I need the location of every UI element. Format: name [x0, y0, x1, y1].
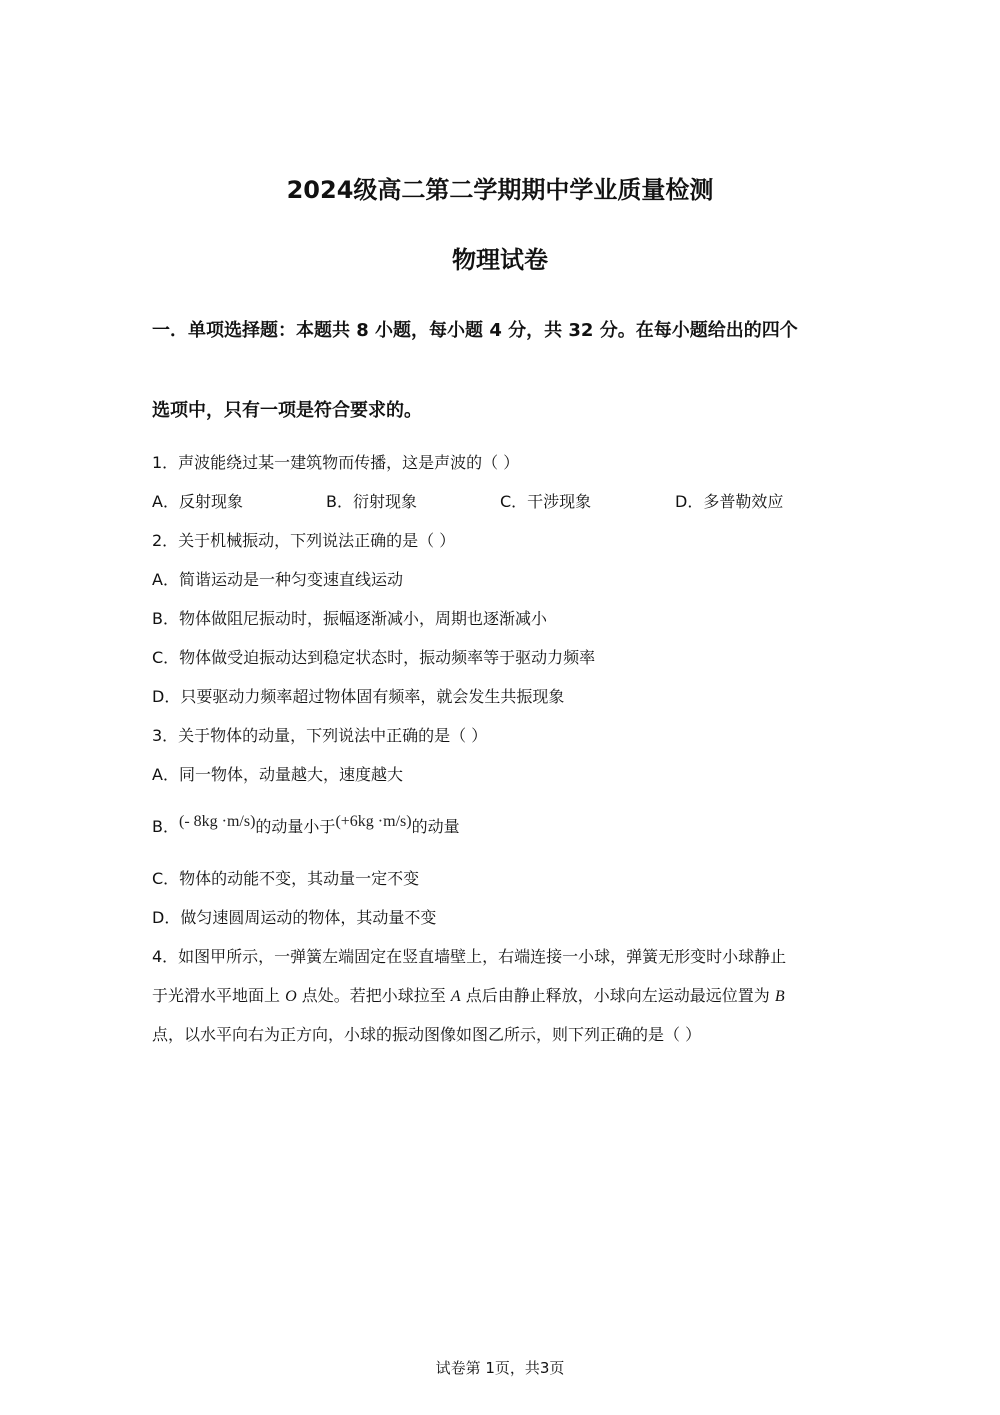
point-b-label: B [774, 988, 785, 1005]
q2-option-d: D．只要驱动力频率超过物体固有频率，就会发生共振现象 [152, 687, 565, 706]
q4-line-2 [152, 983, 785, 1006]
q3-stem: 3．关于物体的动量，下列说法中正确的是（ ） [152, 726, 488, 745]
q3-option-a: A．同一物体，动量越大，速度越大 [152, 765, 403, 784]
q4-line-2-text-a: 于光滑水平地面上 [152, 986, 286, 1005]
q1-option-a: A．反射现象 [152, 492, 243, 511]
q3-momentum-expression-1: (- 8kg ·m/s) [178, 813, 256, 830]
q4-line-1: 4．如图甲所示，一弹簧左端固定在竖直墙壁上，右端连接一小球，弹簧无形变时小球静止 [152, 947, 787, 966]
q1-stem: 1．声波能绕过某一建筑物而传播，这是声波的（ ） [152, 453, 520, 472]
q3-option-b-suffix: 的动量 [411, 817, 460, 836]
q2-option-a: A．简谐运动是一种匀变速直线运动 [152, 570, 403, 589]
q1-option-c: C．干涉现象 [500, 492, 592, 511]
q4-line-2-text-b: 点处。若把小球拉至 [296, 986, 451, 1005]
section-heading-line1: 一．单项选择题：本题共 8 小题，每小题 4 分，共 32 分。在每小题给出的四个 [152, 320, 798, 341]
q1-option-b: B．衍射现象 [326, 492, 417, 511]
exam-title: 2024级高二第二学期期中学业质量检测 [286, 176, 714, 204]
q3-option-d: D．做匀速圆周运动的物体，其动量不变 [152, 908, 437, 927]
q3-option-b-label: B． [152, 817, 179, 836]
q2-option-c: C．物体做受迫振动达到稳定状态时，振动频率等于驱动力频率 [152, 648, 596, 667]
point-o-label: O [285, 988, 297, 1005]
q2-stem: 2．关于机械振动，下列说法正确的是（ ） [152, 531, 456, 550]
q3-option-c: C．物体的动能不变，其动量一定不变 [152, 869, 420, 888]
q2-option-b: B．物体做阻尼振动时，振幅逐渐减小，周期也逐渐减小 [152, 609, 547, 628]
point-a-label: A [450, 988, 461, 1005]
q3-option-b [152, 814, 460, 837]
exam-subtitle: 物理试卷 [452, 246, 548, 274]
q3-momentum-expression-2: (+6kg ·m/s) [335, 813, 412, 830]
q4-line-2-text-c: 点后由静止释放，小球向左运动最远位置为 [460, 986, 775, 1005]
q1-option-d: D．多普勒效应 [675, 492, 784, 511]
section-heading-line2: 选项中，只有一项是符合要求的。 [152, 400, 422, 421]
q3-option-b-mid: 的动量小于 [255, 817, 336, 836]
q4-line-3: 点，以水平向右为正方向，小球的振动图像如图乙所示，则下列正确的是（ ） [152, 1025, 702, 1044]
page-footer: 试卷第 1页，共3页 [435, 1359, 565, 1377]
